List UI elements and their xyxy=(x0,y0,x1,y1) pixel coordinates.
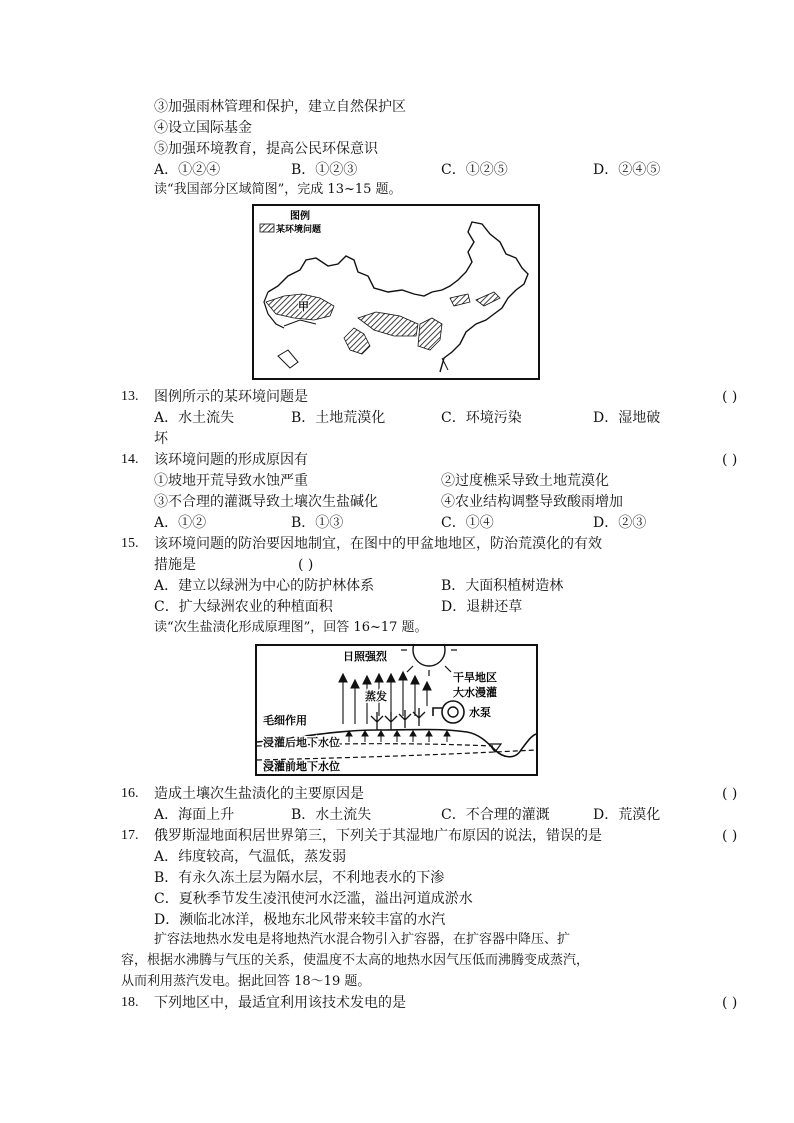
legend-hatch-swatch xyxy=(260,224,274,232)
salinization-drawing xyxy=(257,646,536,774)
q14-choice-c: C．①④ xyxy=(441,515,494,531)
q14-item-1: ①坡地开荒导致水蚀严重 xyxy=(154,473,308,489)
q18-answer-blank[interactable]: ( ) xyxy=(722,995,738,1011)
map-drawing xyxy=(254,206,538,378)
sun-icon xyxy=(413,646,445,666)
q12-choice-d: D．②④⑤ xyxy=(593,162,661,178)
q16-choice-b: B．水土流失 xyxy=(291,807,372,823)
small-outline xyxy=(278,350,298,368)
label-jia: 甲 xyxy=(298,300,309,313)
q13-stem: 图例所示的某环境问题是 xyxy=(154,389,308,405)
before-level-label: 浸灌前地下水位 xyxy=(263,760,340,773)
south-line xyxy=(284,320,316,326)
hatched-area-2 xyxy=(344,328,370,354)
q13-choice-d: D．湿地破 xyxy=(593,410,661,426)
q14-item-2: ②过度樵采导致土地荒漠化 xyxy=(441,473,609,489)
legend-title: 图例 xyxy=(290,211,310,222)
q14-item-3: ③不合理的灌溉导致土壤次生盐碱化 xyxy=(154,494,378,510)
arid-label-2: 大水漫灌 xyxy=(453,686,497,699)
hatched-area-5 xyxy=(450,294,470,306)
q14-choice-d: D．②③ xyxy=(593,515,647,531)
intro-13-15: 读“我国部分区域简图”，完成 13~15 题。 xyxy=(154,182,402,197)
sun-label: 日照强烈 xyxy=(343,650,387,663)
arid-label-1: 干旱地区 xyxy=(453,671,497,684)
passage-line-2: 容，根据水沸腾与气压的关系，使温度不太高的地热水因气压低而沸腾变成蒸汽， xyxy=(121,953,590,968)
q15-choice-d: D．退耕还草 xyxy=(441,599,523,615)
q12-choice-a: A．①②④ xyxy=(154,162,221,178)
q18-stem: 下列地区中，最适宜利用该技术发电的是 xyxy=(154,995,406,1011)
q14-choice-a: A．①② xyxy=(154,515,207,531)
q14-choice-b: B．①③ xyxy=(291,515,344,531)
q15-stem-line1: 该环境问题的防治要因地制宜，在图中的甲盆地地区，防治荒漠化的有效 xyxy=(154,536,602,552)
q16-number: 16. xyxy=(121,786,139,801)
passage-line-3: 从而利用蒸汽发电。据此回答 18～19 题。 xyxy=(121,974,371,989)
q17-stem: 俄罗斯湿地面积居世界第三，下列关于其湿地广布原因的说法，错误的是 xyxy=(154,828,602,844)
q13-choice-b: B．土地荒漠化 xyxy=(291,410,386,426)
q12-option-5: ⑤加强环境教育，提高公民环保意识 xyxy=(154,141,378,157)
q12-choice-c: C．①②⑤ xyxy=(441,162,508,178)
q14-number: 14. xyxy=(121,452,139,467)
q15-stem-line2: 措施是 xyxy=(154,557,196,573)
q15-choice-a: A．建立以绿洲为中心的防护林体系 xyxy=(154,578,375,594)
q13-choice-d-wrap: 坏 xyxy=(154,431,168,447)
q14-stem: 该环境问题的形成原因有 xyxy=(154,452,308,468)
q17-answer-blank[interactable]: ( ) xyxy=(722,828,738,844)
sun-rays xyxy=(401,650,457,676)
evaporation-label: 蒸发 xyxy=(365,690,387,703)
passage-line-1: 扩容法地热水发电是将地热汽水混合物引入扩容器，在扩容器中降压、扩 xyxy=(154,932,571,947)
q16-stem: 造成土壤次生盐渍化的主要原因是 xyxy=(154,786,364,802)
salinization-diagram xyxy=(255,644,538,776)
q15-choice-b: B．大面积植树造林 xyxy=(441,578,564,594)
q13-choice-a: A．水土流失 xyxy=(154,410,235,426)
capillary-label: 毛细作用 xyxy=(263,714,307,727)
legend-item: 某环境问题 xyxy=(276,225,322,235)
q16-choice-d: D．荒漠化 xyxy=(593,807,661,823)
q12-option-3: ③加强雨林管理和保护，建立自然保护区 xyxy=(154,99,406,115)
q14-item-4: ④农业结构调整导致酸雨增加 xyxy=(441,494,623,510)
q13-answer-blank[interactable]: ( ) xyxy=(722,389,738,405)
q14-answer-blank[interactable]: ( ) xyxy=(722,452,738,468)
q17-choice-b: B．有永久冻土层为隔水层，不利地表水的下渗 xyxy=(154,870,445,886)
pump-label: 水泵 xyxy=(469,706,491,719)
q16-choice-a: A．海面上升 xyxy=(154,807,235,823)
hatched-area-4 xyxy=(418,318,442,350)
q13-choice-c: C．环境污染 xyxy=(441,410,522,426)
intro-16-17: 读“次生盐渍化形成原理图”，回答 16~17 题。 xyxy=(154,620,428,635)
q16-answer-blank[interactable]: ( ) xyxy=(722,786,738,802)
q17-choice-a: A．纬度较高，气温低，蒸发弱 xyxy=(154,849,347,865)
q13-number: 13. xyxy=(121,389,139,404)
after-level-label: 浸灌后地下水位 xyxy=(263,736,340,749)
china-region-map xyxy=(252,204,540,380)
pump-icon xyxy=(433,701,464,723)
q15-choice-c: C．扩大绿洲农业的种植面积 xyxy=(154,599,333,615)
q17-choice-d: D．濒临北冰洋，极地东北风带来较丰富的水汽 xyxy=(154,912,446,928)
q16-choice-c: C．不合理的灌溉 xyxy=(441,807,550,823)
q12-option-4: ④设立国际基金 xyxy=(154,120,252,136)
hatched-area-6 xyxy=(476,292,500,306)
q17-number: 17. xyxy=(121,828,139,843)
q18-number: 18. xyxy=(121,995,139,1010)
capillary-arrows xyxy=(346,731,450,742)
q12-choice-b: B．①②③ xyxy=(291,162,358,178)
hatched-area-3 xyxy=(358,312,418,336)
q15-number: 15. xyxy=(121,536,139,551)
q17-choice-c: C．夏秋季节发生凌汛使河水泛滥，溢出河道成淤水 xyxy=(154,891,473,907)
q15-answer-blank[interactable]: ( ) xyxy=(298,557,314,573)
